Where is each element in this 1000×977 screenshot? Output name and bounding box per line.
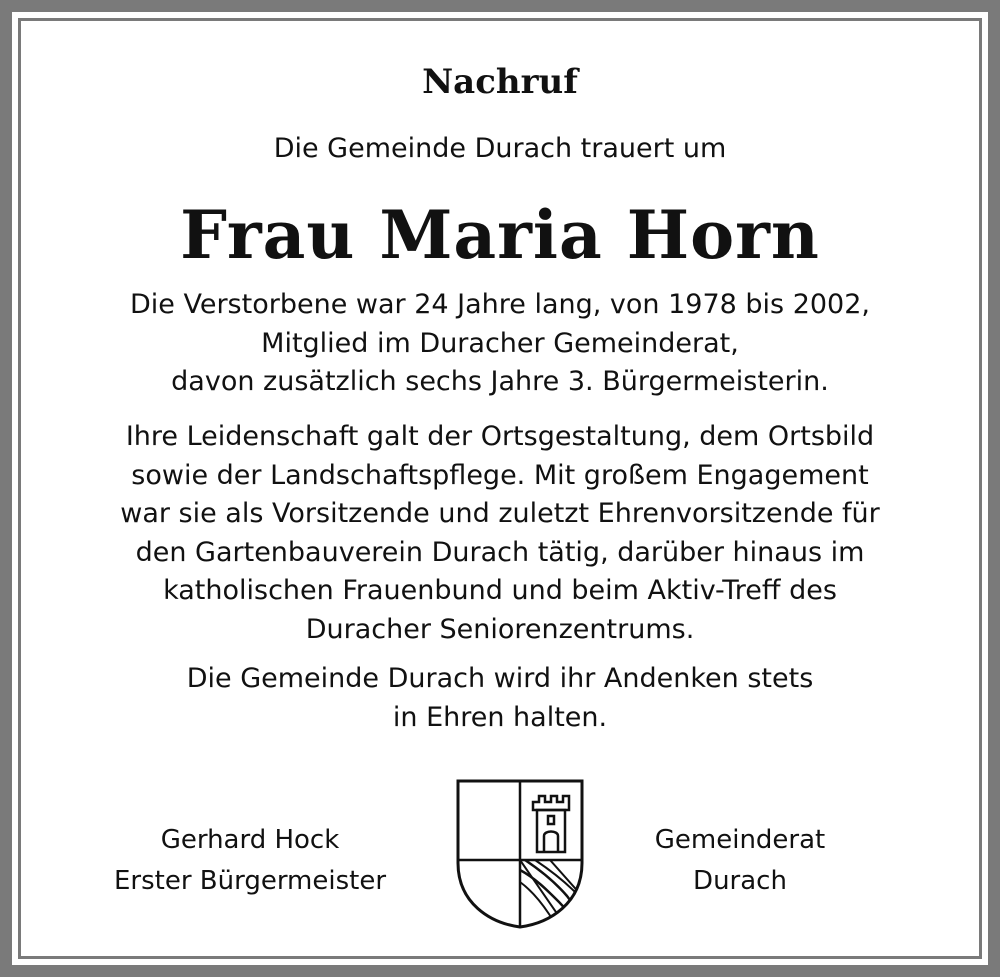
signature-council	[610, 820, 870, 902]
signatory-body: Gemeinderat	[654, 825, 826, 855]
notice-intro: Die Gemeinde Durach trauert um	[273, 133, 727, 164]
deceased-name: Frau Maria Horn	[180, 196, 820, 274]
text-line: sowie der Landschaftspflege. Mit großem Engagement	[131, 459, 869, 491]
signature-mayor	[95, 820, 405, 902]
text-line: Duracher Seniorenzentrums.	[305, 613, 695, 645]
notice-heading: Nachruf	[422, 62, 578, 102]
text-line: in Ehren halten.	[392, 701, 608, 733]
signatory-name: Gerhard Hock	[160, 825, 340, 855]
text-line: den Gartenbauverein Durach tätig, darüber hinaus im	[135, 536, 865, 568]
text-line: davon zusätzlich sechs Jahre 3. Bürgermeisterin.	[171, 366, 829, 397]
text-line: katholischen Frauenbund und beim Aktiv-Treff des	[163, 575, 837, 606]
signatory-title: Erster Bürgermeister	[113, 866, 387, 896]
text-line: Mitglied im Duracher Gemeinderat,	[261, 327, 739, 359]
paragraph-remembrance	[0, 660, 1000, 737]
text-line: Die Gemeinde Durach wird ihr Andenken stets	[186, 663, 814, 694]
signatory-place: Durach	[693, 866, 787, 896]
text-line: war sie als Vorsitzende und zuletzt Ehrenvorsitzende für	[120, 498, 880, 529]
paragraph-council-service	[0, 286, 1000, 402]
text-line: Die Verstorbene war 24 Jahre lang, von 1978 bis 2002,	[129, 289, 870, 320]
municipal-coat-of-arms-icon	[455, 778, 585, 930]
paragraph-engagement	[0, 418, 1000, 649]
text-line: Ihre Leidenschaft galt der Ortsgestaltung, dem Ortsbild	[125, 421, 875, 452]
